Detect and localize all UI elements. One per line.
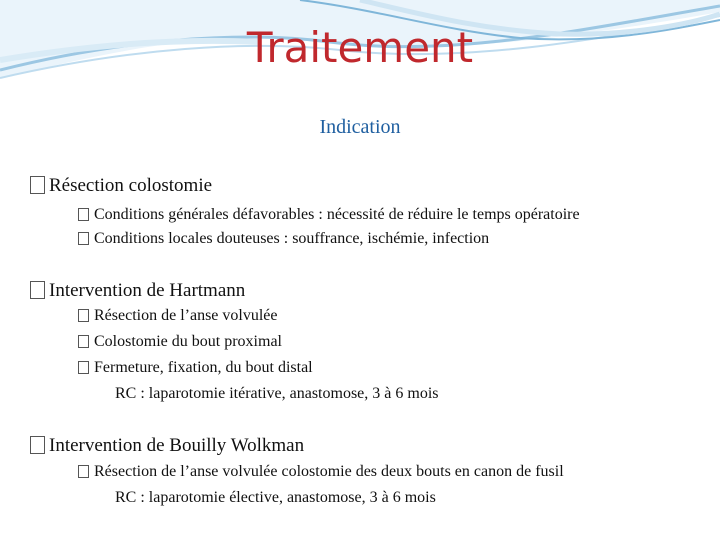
slide-title: Traitement	[246, 23, 474, 72]
list-item	[78, 205, 580, 225]
list-item	[78, 306, 278, 326]
box-bullet-icon	[78, 309, 89, 322]
section-heading-label: Intervention de Bouilly Wolkman	[49, 435, 305, 456]
box-bullet-icon	[30, 176, 45, 194]
section-heading-bouilly-wolkman	[30, 434, 304, 458]
section-heading-label: Résection colostomie	[49, 175, 213, 196]
list-item-label: Résection de l’anse volvulée colostomie des deux bouts en canon de fusil	[94, 463, 564, 480]
list-item-label: Résection de l’anse volvulée	[94, 307, 278, 324]
box-bullet-icon	[78, 208, 89, 221]
slide-subtitle: Indication	[319, 116, 401, 138]
note-text: RC : laparotomie élective, anastomose, 3 à 6 mois	[115, 489, 436, 506]
list-item-label: Conditions locales douteuses : souffrance, ischémie, infection	[94, 230, 490, 247]
box-bullet-icon	[30, 436, 45, 454]
list-item-label: Colostomie du bout proximal	[94, 333, 282, 350]
list-item	[78, 462, 564, 482]
box-bullet-icon	[30, 281, 45, 299]
list-item-label: Fermeture, fixation, du bout distal	[94, 359, 313, 376]
note-text: RC : laparotomie itérative, anastomose, 3 à 6 mois	[115, 385, 439, 402]
box-bullet-icon	[78, 361, 89, 374]
box-bullet-icon	[78, 465, 89, 478]
section-heading-label: Intervention de Hartmann	[49, 280, 246, 301]
list-item	[78, 332, 282, 352]
box-bullet-icon	[78, 335, 89, 348]
section-heading-hartmann	[30, 279, 245, 303]
list-item	[78, 358, 313, 378]
list-item	[78, 229, 489, 249]
list-item-label: Conditions générales défavorables : nécessité de réduire le temps opératoire	[94, 206, 580, 223]
section-heading-resection	[30, 174, 212, 198]
box-bullet-icon	[78, 232, 89, 245]
